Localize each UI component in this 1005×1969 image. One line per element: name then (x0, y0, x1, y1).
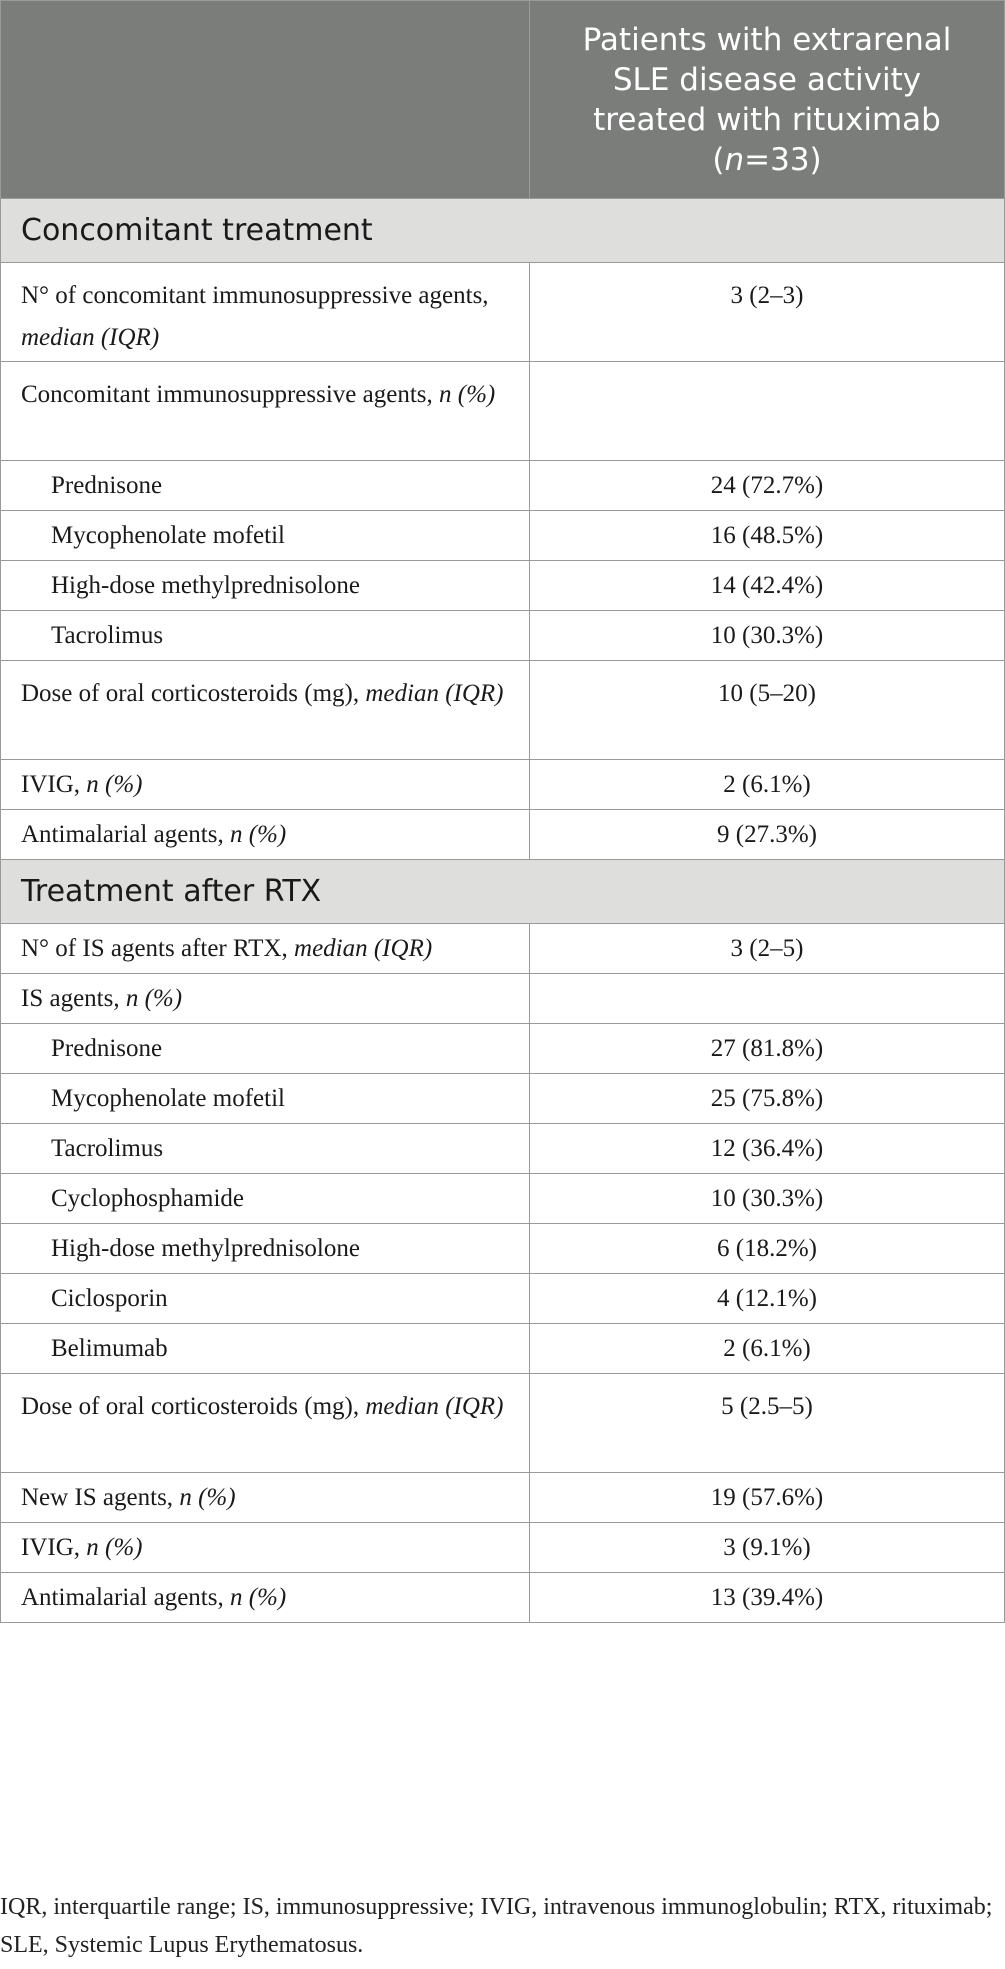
table-row (1, 1224, 1005, 1274)
section-title: Concomitant treatment (1, 199, 1005, 263)
table-row (1, 1274, 1005, 1324)
row-value: 27 (81.8%) (530, 1024, 1005, 1074)
row-label-text: Mycophenolate mofetil (51, 1085, 285, 1112)
table-row (1, 1374, 1005, 1473)
row-label-statistic: n (%) (229, 821, 287, 848)
row-label (1, 461, 530, 511)
header-line-3: treated with rituximab (593, 101, 941, 138)
row-value: 2 (6.1%) (530, 760, 1005, 810)
table-row (1, 974, 1005, 1024)
table-row (1, 661, 1005, 760)
row-value: 5 (2.5–5) (530, 1374, 1005, 1473)
row-label-text: IVIG, (21, 1534, 87, 1561)
row-label (1, 760, 530, 810)
row-label-text: IVIG, (21, 771, 87, 798)
row-value: 24 (72.7%) (530, 461, 1005, 511)
section-header-row (1, 199, 1005, 263)
header-n-prefix: ( (712, 141, 725, 178)
row-label-text: Cyclophosphamide (51, 1185, 245, 1212)
row-label-text: Belimumab (51, 1335, 168, 1362)
table-body (1, 199, 1005, 1623)
row-label (1, 1473, 530, 1523)
row-label (1, 1174, 530, 1224)
row-label (1, 1523, 530, 1573)
table-row (1, 263, 1005, 362)
table-row (1, 1174, 1005, 1224)
table-row (1, 760, 1005, 810)
table-header-row (1, 1, 1005, 199)
table-row (1, 561, 1005, 611)
row-label (1, 1124, 530, 1174)
row-label-statistic: n (%) (179, 1484, 236, 1511)
row-value: 3 (2–5) (530, 924, 1005, 974)
row-label-statistic: n (%) (439, 381, 496, 408)
table-row (1, 1324, 1005, 1374)
row-label-text: N° of IS agents after RTX, (21, 935, 295, 962)
header-line-2: SLE disease activity (612, 61, 922, 98)
row-value: 2 (6.1%) (530, 1324, 1005, 1374)
row-value (530, 974, 1005, 1024)
row-label (1, 362, 530, 461)
row-value: 19 (57.6%) (530, 1473, 1005, 1523)
row-label (1, 561, 530, 611)
row-label-statistic: median (IQR) (365, 680, 504, 707)
row-label-text: High-dose methylprednisolone (51, 1235, 360, 1262)
row-label-statistic: n (%) (125, 985, 183, 1012)
row-value: 9 (27.3%) (530, 810, 1005, 860)
table-row (1, 461, 1005, 511)
row-label (1, 974, 530, 1024)
row-label (1, 263, 530, 362)
table-row (1, 362, 1005, 461)
row-value (530, 362, 1005, 461)
row-label (1, 511, 530, 561)
row-label-text: Prednisone (51, 472, 163, 499)
table-row (1, 810, 1005, 860)
row-label-text: Dose of oral corticosteroids (mg), (21, 680, 366, 707)
row-label-text: High-dose methylprednisolone (51, 572, 360, 599)
table-footnote: IQR, interquartile range; IS, immunosuppressive; IVIG, intravenous immunoglobulin; RTX, rituximab; SLE, Systemic Lupus Erythematosus. (0, 1894, 993, 1958)
row-label-text: Tacrolimus (51, 1135, 164, 1162)
table-row (1, 511, 1005, 561)
row-label-statistic: n (%) (229, 1584, 287, 1611)
row-label-statistic: n (%) (86, 1534, 143, 1561)
row-label-text: New IS agents, (21, 1484, 180, 1511)
row-label (1, 611, 530, 661)
header-n-suffix: =33) (744, 141, 822, 178)
row-value: 10 (30.3%) (530, 611, 1005, 661)
row-label (1, 1074, 530, 1124)
table-row (1, 1024, 1005, 1074)
row-value: 13 (39.4%) (530, 1573, 1005, 1623)
row-label (1, 1274, 530, 1324)
row-label (1, 810, 530, 860)
row-value: 12 (36.4%) (530, 1124, 1005, 1174)
table-row (1, 1473, 1005, 1523)
table-row (1, 1074, 1005, 1124)
row-label-text: Dose of oral corticosteroids (mg), (21, 1393, 366, 1420)
row-value: 16 (48.5%) (530, 511, 1005, 561)
table-row (1, 1124, 1005, 1174)
row-label (1, 1324, 530, 1374)
table-row (1, 611, 1005, 661)
row-label-text: Tacrolimus (51, 622, 164, 649)
table-row (1, 1573, 1005, 1623)
section-title: Treatment after RTX (1, 860, 1005, 924)
row-value: 3 (2–3) (530, 263, 1005, 362)
row-label-text: Ciclosporin (51, 1285, 168, 1312)
row-label-text: Mycophenolate mofetil (51, 522, 285, 549)
row-label-text: Concomitant immunosuppressive agents, (21, 381, 440, 408)
row-label-statistic: n (%) (86, 771, 143, 798)
row-label-text: Prednisone (51, 1035, 163, 1062)
header-line-1: Patients with extrarenal (582, 21, 952, 58)
row-label-statistic: median (IQR) (294, 935, 433, 962)
row-label-text: Antimalarial agents, (21, 821, 230, 848)
header-n-italic: n (724, 141, 745, 178)
row-label (1, 661, 530, 760)
row-label (1, 1224, 530, 1274)
row-label-statistic: median (IQR) (365, 1393, 504, 1420)
row-label-text: IS agents, (21, 985, 126, 1012)
row-label (1, 1573, 530, 1623)
row-value: 3 (9.1%) (530, 1523, 1005, 1573)
row-label-statistic: median (IQR) (21, 324, 160, 351)
section-header-row (1, 860, 1005, 924)
header-empty-cell (1, 1, 530, 199)
row-label (1, 924, 530, 974)
row-label (1, 1024, 530, 1074)
row-value: 14 (42.4%) (530, 561, 1005, 611)
table-row (1, 924, 1005, 974)
row-value: 10 (5–20) (530, 661, 1005, 760)
row-value: 4 (12.1%) (530, 1274, 1005, 1324)
row-label (1, 1374, 530, 1473)
row-label-text: Antimalarial agents, (21, 1584, 230, 1611)
row-value: 25 (75.8%) (530, 1074, 1005, 1124)
row-label-text: N° of concomitant immunosuppressive agents, (21, 282, 489, 309)
row-value: 6 (18.2%) (530, 1224, 1005, 1274)
column-header-patients (530, 1, 1005, 199)
table-row (1, 1523, 1005, 1573)
row-value: 10 (30.3%) (530, 1174, 1005, 1224)
